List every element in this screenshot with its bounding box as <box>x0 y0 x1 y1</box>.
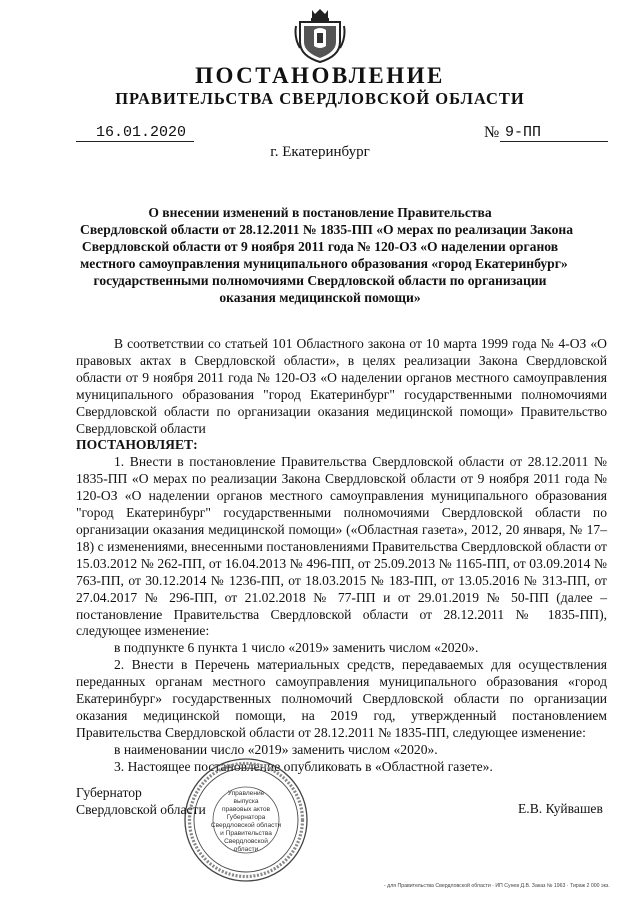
date-underline <box>76 141 194 142</box>
city: г. Екатеринбург <box>270 144 370 160</box>
stamp-line: Губернатора <box>226 814 266 821</box>
document-body <box>76 336 607 776</box>
subject-line: Свердловской области от 28.12.2011 № 1835-ПП «О мерах по реализации Закона <box>80 222 574 237</box>
item-2-paragraph: 2. Внести в Перечень материальных средств, передаваемых для осуществления переданных органам местного самоуправления муниципального образования «город Екатеринбург» государственных полномочий Свердловской области по организации оказания медицинской помощи, на 2019 год, утвержденный постановлением Правительства Свердловской области от 28.12.2011 № 1835-ПП, следующее изменение: <box>76 657 607 740</box>
item-1-sub-paragraph: в подпункте 6 пункта 1 число «2019» заменить числом «2020». <box>114 640 479 656</box>
stamp-line: области <box>233 846 259 853</box>
document-title: ПОСТАНОВЛЕНИЕ <box>195 63 445 88</box>
preamble-paragraph: В соответствии со статьей 101 Областного закона от 10 марта 1999 года № 4-ОЗ «О правовых актах в Свердловской области», в целях реализации Закона Свердловской области от 9 ноября 2011 года № 120-ОЗ «О наделении органов местного самоуправления муниципального образования "город Екатеринбург" государственными полномочиями Свердловской области по организации оказания медицинской помощи» Правительство Свердловской области <box>76 336 607 436</box>
stamp-line: выпуска <box>233 798 259 805</box>
subject-line: оказания медицинской помощи» <box>219 290 421 305</box>
number-underline <box>500 141 608 142</box>
stamp-line: Свердловской области <box>210 822 282 829</box>
subject-line: Свердловской области от 9 ноября 2011 года № 120-ОЗ «О наделении органов <box>81 239 559 254</box>
document-subject <box>80 204 574 306</box>
subject-line: местного самоуправления муниципального образования «город Екатеринбург» <box>80 256 568 271</box>
subject-line: государственными полномочиями Свердловской области по организации <box>93 273 547 288</box>
signatory-position <box>76 785 206 818</box>
stamp-line: и Правительства <box>220 830 272 837</box>
number-sign: № <box>484 124 500 141</box>
position-line: Свердловской области <box>76 801 206 817</box>
signatory-name: Е.В. Куйвашев <box>518 801 603 816</box>
item-3-paragraph: 3. Настоящее постановление опубликовать в «Областной газете». <box>114 758 493 774</box>
decree-heading: ПОСТАНОВЛЯЕТ: <box>76 437 198 453</box>
item-1-paragraph: 1. Внести в постановление Правительства Свердловской области от 28.12.2011 № 1835-ПП «О мерах по реализации Закона Свердловской области от 9 ноября 2011 года № 120-ОЗ «О наделении органов местного самоуправления муниципального образования "город Екатеринбург" государственными полномочиями Свердловской области по организации оказания медицинской помощи» («Областная газета», 2012, 20 января, № 17–18) с изменениями, внесенными постановлениями Правительства Свердловской области от 15.03.2012 № 262-ПП, от 16.04.2013 № 496-ПП, от 25.09.2013 № 1165-ПП, от 03.09.2014 № 763-ПП, от 30.12.2014 № 1236-ПП, от 18.03.2015 № 183-ПП, от 13.05.2016 № 313-ПП, от 27.04.2017 № 296-ПП, от 21.02.2018 № 77-ПП и от 29.01.2019 № 50-ПП (далее – постановление Правительства Свердловской области от 28.12.2011 № 1835-ПП), следующее изменение: <box>76 454 607 639</box>
document-date: 16.01.2020 <box>96 124 187 141</box>
stamp-inner-text <box>199 790 293 854</box>
printer-imprint: - для Правительства Свердловской области · ИП Сунев Д.В. Заказ № 1963 · Тираж 2 000 экз. <box>384 883 610 889</box>
stamp-line: правовых актов <box>221 806 271 813</box>
stamp-line: Свердловской <box>224 838 268 845</box>
coat-of-arms-icon <box>294 6 346 64</box>
document-number: 9-ПП <box>505 124 542 141</box>
issuing-authority: ПРАВИТЕЛЬСТВА СВЕРДЛОВСКОЙ ОБЛАСТИ <box>115 89 525 108</box>
subject-line: О внесении изменений в постановление Правительства <box>148 205 492 220</box>
position-line: Губернатор <box>76 785 142 800</box>
item-2-sub-paragraph: в наименовании число «2019» заменить числом «2020». <box>114 741 438 757</box>
stamp-line: Управление <box>227 790 265 797</box>
